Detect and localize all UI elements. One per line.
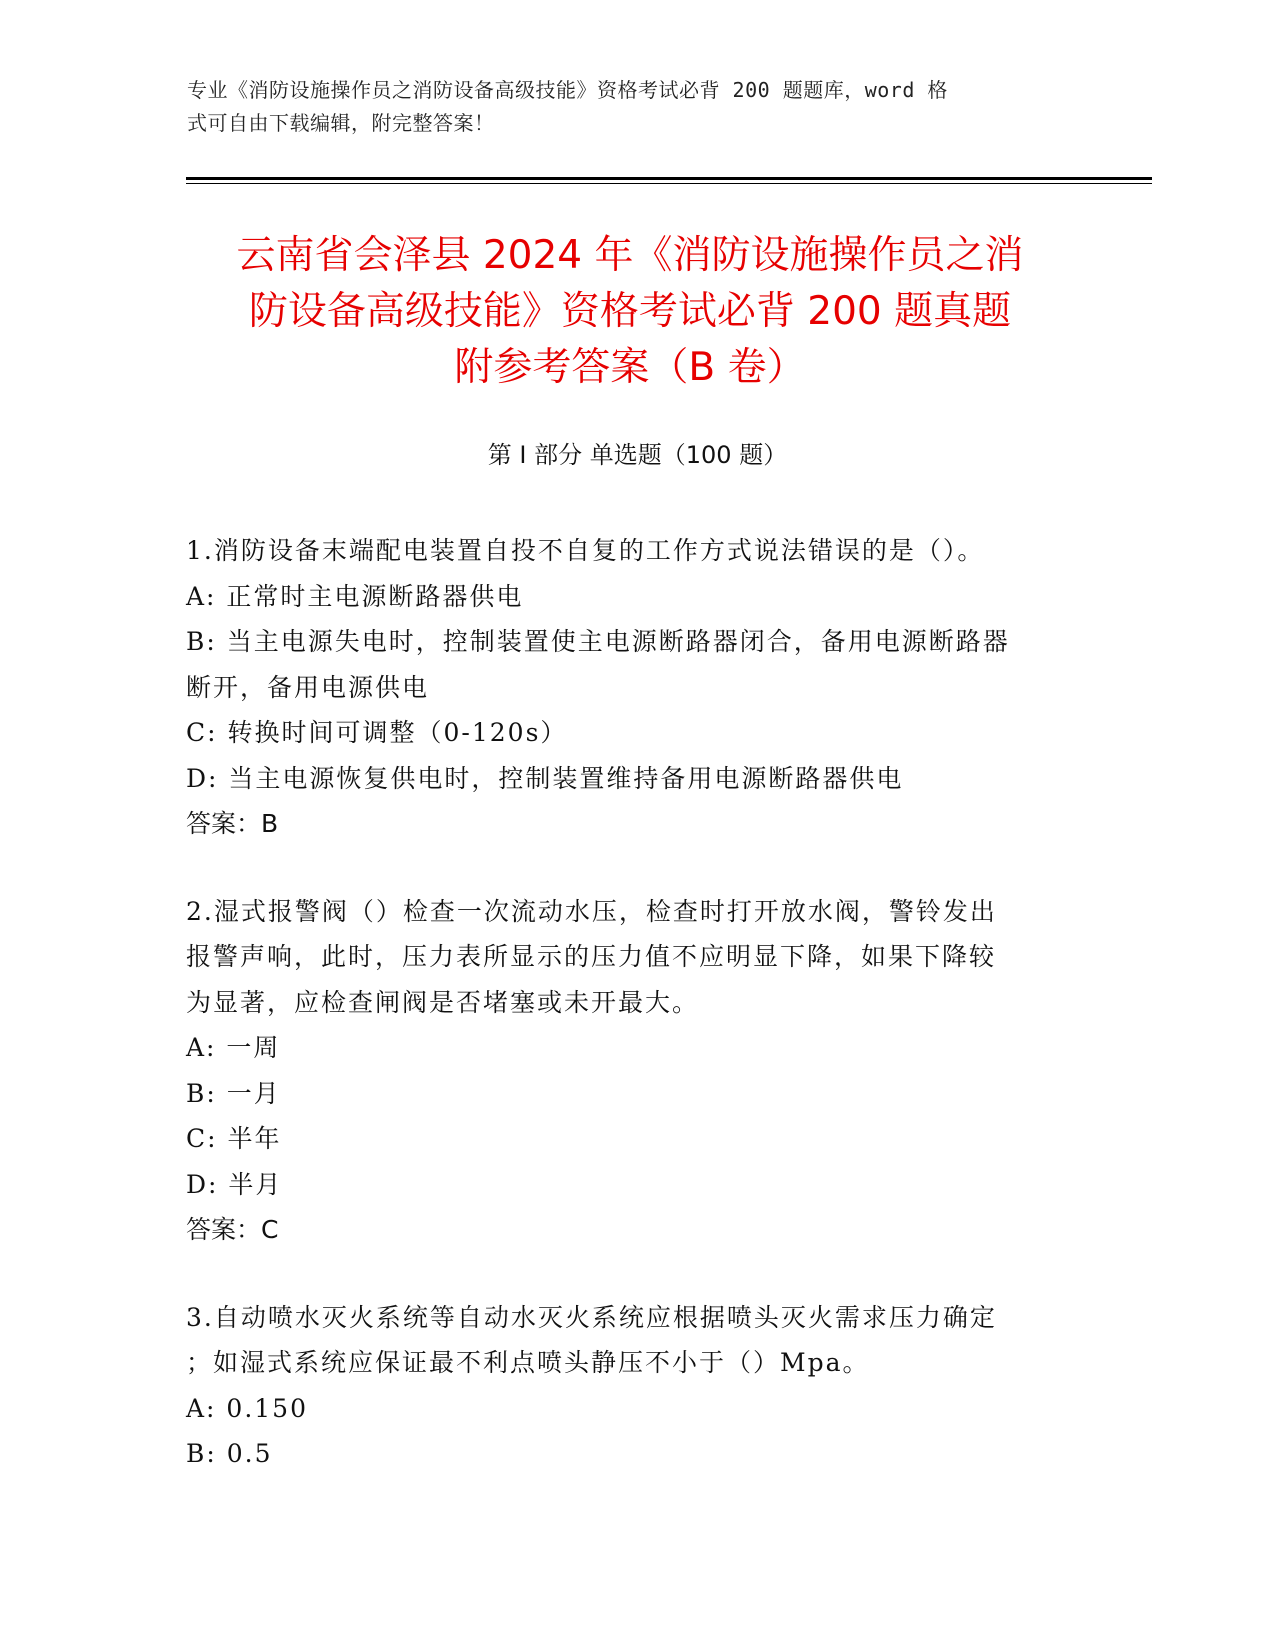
option-a: A: 一周: [186, 1033, 281, 1062]
header-note-line: 专业《消防设施操作员之消防设备高级技能》资格考试必背 200 题题库，word 格: [187, 78, 948, 102]
title-line: 云南省会泽县 2024 年《消防设施操作员之消: [236, 233, 1024, 278]
header-divider-thick: [186, 177, 1152, 180]
header-note-line: 式可自由下载编辑，附完整答案！: [187, 111, 495, 135]
question-stem-continued: ；如湿式系统应保证最不利点喷头静压不小于（）Mpa。: [186, 1348, 870, 1377]
answer: 答案：C: [186, 1215, 279, 1244]
question: [186, 1295, 1076, 1477]
option-c: C: 半年: [186, 1124, 282, 1153]
answer: 答案：B: [186, 809, 279, 838]
option-d: D: 半月: [186, 1169, 283, 1199]
header-divider-thin: [186, 183, 1152, 184]
option-a: A: 正常时主电源断路器供电: [186, 581, 524, 611]
title-line: 附参考答案（B 卷）: [454, 345, 806, 390]
document-title: [180, 228, 1080, 396]
option-d: D: 当主电源恢复供电时，控制装置维持备用电源断路器供电: [186, 763, 904, 793]
question-stem: 1.消防设备末端配电装置自投不自复的工作方式说法错误的是（）。: [186, 536, 985, 565]
question-stem-continued: 为显著，应检查闸阀是否堵塞或未开最大。: [186, 987, 700, 1017]
option-b: B: 0.5: [186, 1439, 273, 1468]
option-b-continued: 断开，备用电源供电: [186, 672, 430, 702]
title-line: 防设备高级技能》资格考试必背 200 题真题: [248, 289, 1012, 334]
question-stem: 2.湿式报警阀（）检查一次流动水压，检查时打开放水阀，警铃发出: [186, 896, 997, 926]
option-b: B: 当主电源失电时，控制装置使主电源断路器闭合，备用电源断路器: [186, 627, 1010, 656]
header-note: [187, 74, 1067, 140]
question-list: [186, 528, 1076, 1519]
question: [186, 528, 1076, 847]
question: [186, 889, 1076, 1253]
section-heading: 第 I 部分 单选题（100 题）: [487, 441, 788, 469]
option-a: A: 0.150: [186, 1393, 308, 1423]
question-stem: 3.自动喷水灭火系统等自动水灭火系统应根据喷头灭火需求压力确定: [186, 1302, 997, 1332]
option-b: B: 一月: [186, 1078, 281, 1108]
option-c: C: 转换时间可调整（0-120s）: [186, 718, 568, 747]
question-stem-continued: 报警声响，此时，压力表所显示的压力值不应明显下降，如果下降较: [186, 942, 997, 971]
